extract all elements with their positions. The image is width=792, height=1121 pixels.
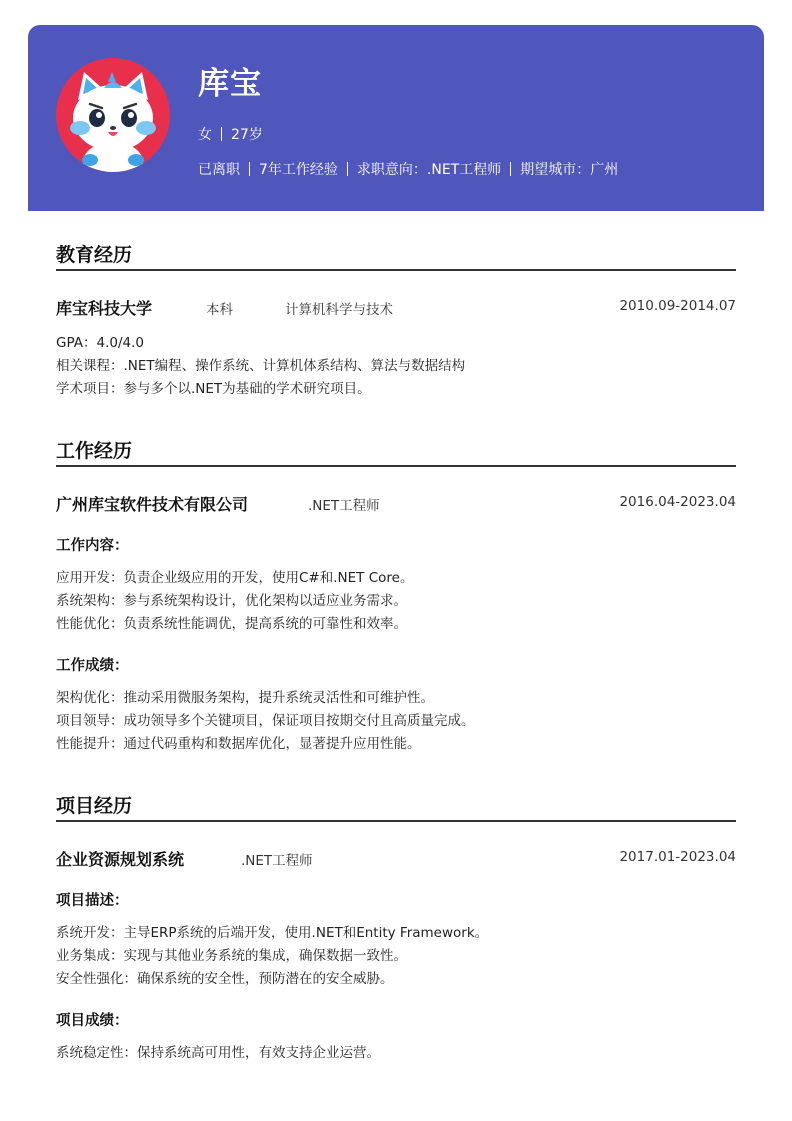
job-intent: 求职意向：.NET工程师 (356, 162, 502, 178)
employment-status: 已离职 (198, 162, 240, 178)
list-item: 业务集成：实现与其他业务系统的集成，确保数据一致性。 (56, 948, 407, 964)
list-item: GPA：4.0/4.0 (56, 335, 144, 351)
project-desc-title: 项目描述： (56, 893, 129, 909)
major: 计算机科学与技术 (285, 302, 393, 318)
education-details (56, 332, 736, 401)
work-period: 2016.04-2023.04 (619, 494, 736, 510)
project-role: .NET工程师 (241, 853, 313, 869)
work-content-list (56, 567, 736, 636)
school-name: 库宝科技大学 (56, 299, 153, 318)
expected-city: 期望城市：广州 (520, 162, 619, 178)
work-results-title: 工作成绩： (56, 658, 129, 674)
gender: 女 (198, 127, 212, 143)
section-divider (56, 465, 736, 467)
job-role: .NET工程师 (308, 498, 380, 514)
education-period: 2010.09-2014.07 (619, 298, 736, 314)
age: 27岁 (231, 127, 263, 143)
work-results-list (56, 687, 736, 756)
project-title: 项目经历 (56, 795, 133, 817)
cat-mascot-icon (56, 58, 170, 172)
project-results-list (56, 1042, 736, 1065)
project-name: 企业资源规划系统 (56, 850, 185, 869)
section-divider (56, 269, 736, 271)
career-info (198, 159, 618, 179)
education-title: 教育经历 (56, 244, 133, 266)
divider (347, 162, 348, 176)
list-item: 架构优化：推动采用微服务架构，提升系统灵活性和可维护性。 (56, 690, 434, 706)
basic-info (198, 124, 263, 144)
list-item: 相关课程：.NET编程、操作系统、计算机体系结构、算法与数据结构 (56, 358, 466, 374)
avatar (56, 58, 170, 172)
list-item: 系统架构：参与系统架构设计，优化架构以适应业务需求。 (56, 593, 407, 609)
list-item: 性能优化：负责系统性能调优，提高系统的可靠性和效率。 (56, 616, 407, 632)
work-experience: 7年工作经验 (259, 162, 338, 178)
degree: 本科 (206, 302, 233, 318)
divider (510, 162, 511, 176)
list-item: 系统开发：主导ERP系统的后端开发，使用.NET和Entity Framework。 (56, 925, 489, 941)
candidate-name: 库宝 (198, 66, 262, 102)
list-item: 学术项目：参与多个以.NET为基础的学术研究项目。 (56, 381, 371, 397)
work-content-title: 工作内容： (56, 538, 129, 554)
list-item: 项目领导：成功领导多个关键项目，保证项目按期交付且高质量完成。 (56, 713, 475, 729)
list-item: 应用开发：负责企业级应用的开发，使用C#和.NET Core。 (56, 570, 414, 586)
work-title: 工作经历 (56, 440, 133, 462)
project-results-title: 项目成绩： (56, 1013, 129, 1029)
company-name: 广州库宝软件技术有限公司 (56, 495, 249, 514)
list-item: 安全性强化：确保系统的安全性，预防潜在的安全威胁。 (56, 971, 394, 987)
divider (221, 127, 222, 141)
divider (249, 162, 250, 176)
profile-header (28, 25, 764, 211)
project-desc-list (56, 922, 736, 991)
list-item: 性能提升：通过代码重构和数据库优化，显著提升应用性能。 (56, 736, 421, 752)
section-divider (56, 820, 736, 822)
project-period: 2017.01-2023.04 (619, 849, 736, 865)
list-item: 系统稳定性：保持系统高可用性，有效支持企业运营。 (56, 1045, 380, 1061)
